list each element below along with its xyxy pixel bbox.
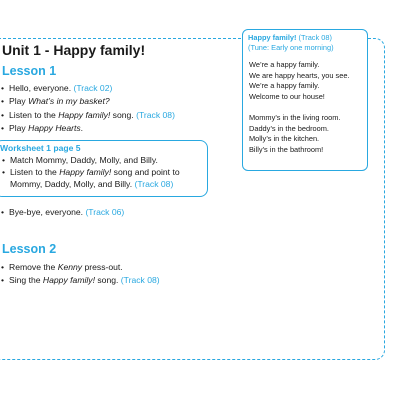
lesson-1-list	[0, 82, 175, 136]
song-tune: (Tune: Early one morning)	[248, 43, 334, 52]
lesson-2-heading: Lesson 2	[2, 242, 57, 256]
lyric-line: Daddy’s in the bedroom.	[249, 123, 329, 133]
worksheet-box	[0, 140, 208, 197]
list-item: • Play What’s in my basket?	[0, 95, 175, 108]
lesson-2-list	[0, 261, 160, 288]
list-item: • Sing the Happy family! song. (Track 08)	[0, 274, 160, 287]
unit-title: Unit 1 - Happy family!	[2, 42, 146, 58]
track-label: (Track 06)	[85, 207, 125, 217]
list-item: • Listen to the Happy family! song and point to Mommy, Daddy, Molly, and Billy. (Track 08)	[1, 167, 180, 191]
lyric-line: Welcome to our house!	[249, 91, 325, 101]
track-label: (Track 08)	[298, 33, 332, 42]
list-item: • Bye-bye, everyone. (Track 06)	[0, 206, 124, 219]
lyric-line: We’re a happy family.	[249, 60, 320, 69]
track-label: (Track 08)	[134, 178, 174, 189]
track-label: (Track 02)	[73, 83, 113, 93]
list-item: • Play Happy Hearts.	[0, 122, 175, 135]
lyric-line: Billy’s in the bathroom!	[249, 144, 324, 154]
list-item: • Hello, everyone. (Track 02)	[0, 82, 175, 95]
song-lyrics-box	[242, 29, 368, 171]
lyric-line: We are happy hearts, you see.	[249, 70, 350, 80]
list-item: • Listen to the Happy family! song. (Track 08)	[0, 109, 175, 122]
song-header	[248, 33, 334, 53]
verse-gap	[249, 102, 350, 113]
lesson-1-heading: Lesson 1	[2, 64, 57, 78]
list-item: • Match Mommy, Daddy, Molly, and Billy.	[1, 155, 180, 167]
lyric-line: Mommy’s in the living room.	[249, 112, 341, 122]
worksheet-title: Worksheet 1 page 5	[0, 143, 81, 153]
lyric-line: Molly’s in the kitchen.	[249, 134, 320, 144]
worksheet-list	[1, 155, 180, 190]
list-item: • Remove the Kenny press-out.	[0, 261, 160, 274]
song-title: Happy family!	[248, 33, 297, 42]
track-label: (Track 08)	[136, 109, 175, 120]
lyric-line: We’re a happy family.	[249, 81, 320, 91]
song-lyrics	[249, 60, 350, 155]
track-label: (Track 08)	[120, 275, 160, 286]
lesson-1-closing	[0, 206, 124, 219]
